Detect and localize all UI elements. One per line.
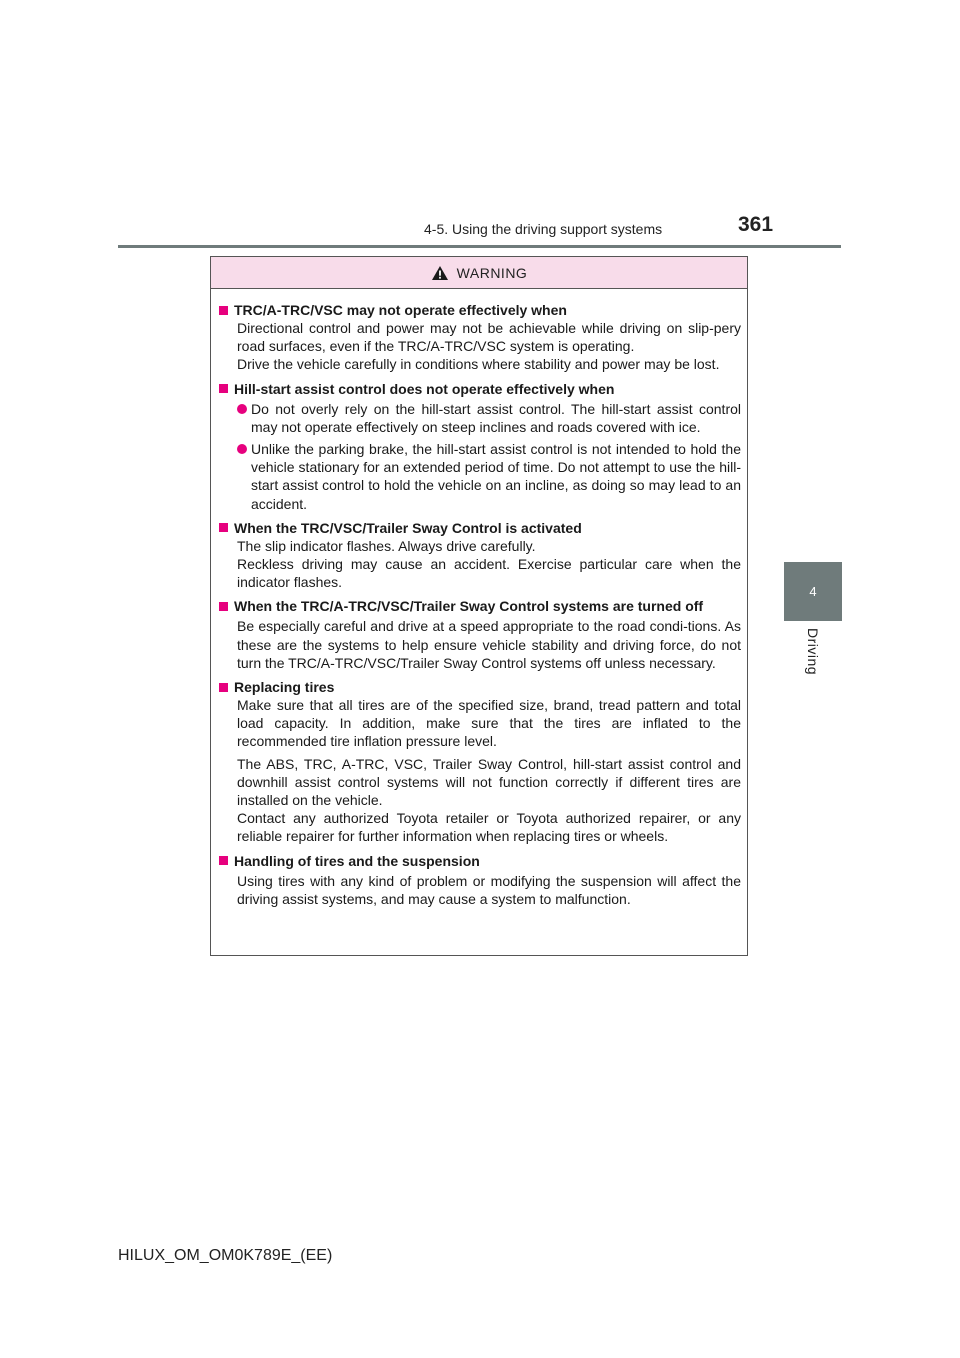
square-bullet-icon (219, 523, 228, 532)
section-title (219, 597, 741, 615)
page-number: 361 (738, 213, 774, 236)
section-title (219, 519, 741, 537)
warning-section (219, 519, 741, 592)
section-paragraph: Contact any authorized Toyota retailer or Toyota authorized repairer, or any reliable repairer for further information when replacing tires or wheels. (237, 810, 741, 845)
chapter-label-text: Driving (805, 628, 821, 676)
chapter-label (784, 628, 842, 678)
circle-bullet-icon (237, 444, 247, 454)
square-bullet-icon (219, 384, 228, 393)
bullet-text: Do not overly rely on the hill-start assist control. The hill-start assist control may not operate effectively on steep inclines and roads covered with ice. (251, 400, 741, 435)
warning-triangle-icon (431, 265, 449, 281)
section-title (219, 380, 741, 398)
bullet-text: Unlike the parking brake, the hill-start assist control is not intended to hold the vehicle stationary for an extended period of time. Do not attempt to use the hill-start assist control to hold the vehicle on an incline, as doing so may lead to an accident. (251, 441, 741, 512)
warning-body (211, 289, 747, 908)
section-title (219, 678, 741, 696)
section-paragraph: The slip indicator flashes. Always drive carefully. (237, 537, 536, 554)
header-rule (118, 245, 841, 248)
chapter-number: 4 (809, 584, 817, 599)
warning-section (219, 597, 741, 672)
square-bullet-icon (219, 856, 228, 865)
warning-section (219, 380, 741, 513)
bullet-item (237, 440, 741, 513)
section-title-text: Handling of tires and the suspension (234, 852, 480, 869)
section-paragraph: Reckless driving may cause an accident. Exercise particular care when the indicator flashes. (237, 556, 741, 591)
section-paragraph: Drive the vehicle carefully in conditions where stability and power may be lost. (237, 356, 720, 373)
header-section-title: 4-5. Using the driving support systems (424, 221, 663, 237)
section-title (219, 301, 741, 319)
warning-section (219, 678, 741, 846)
circle-bullet-icon (237, 404, 247, 414)
warning-section (219, 301, 741, 374)
warning-section (219, 852, 741, 908)
square-bullet-icon (219, 683, 228, 692)
section-title-text: When the TRC/VSC/Trailer Sway Control is activated (234, 519, 582, 536)
chapter-tab (784, 562, 842, 621)
section-paragraph: Directional control and power may not be achievable while driving on slip-pery road surfaces, even if the TRC/A-TRC/VSC system is operating. (237, 320, 741, 355)
square-bullet-icon (219, 602, 228, 611)
section-paragraph: Using tires with any kind of problem or modifying the suspension will affect the driving assist systems, and may cause a system to malfunction. (237, 872, 741, 907)
section-paragraph: The ABS, TRC, A-TRC, VSC, Trailer Sway Control, hill-start assist control and downhill assist control systems will not function correctly if different tires are installed on the vehicle. (237, 755, 741, 809)
bullet-item (237, 400, 741, 436)
warning-header (211, 257, 747, 289)
section-paragraph: Make sure that all tires are of the specified size, brand, tread pattern and total load capacity. In addition, make sure that the tires are inflated to the recommended tire inflation pressure level. (237, 697, 741, 750)
square-bullet-icon (219, 306, 228, 315)
section-title-text: When the TRC/A-TRC/VSC/Trailer Sway Control systems are turned off (234, 598, 704, 615)
footer-doc-code: HILUX_OM_OM0K789E_(EE) (118, 1247, 333, 1264)
section-title (219, 852, 741, 870)
section-paragraph: Be especially careful and drive at a speed appropriate to the road condi-tions. As these are the systems to help ensure vehicle stability and driving force, do not turn the TRC/A-TRC/VSC/Trailer Sway Control systems off unless necessary. (237, 618, 741, 671)
section-title-text: Hill-start assist control does not operate effectively when (234, 380, 615, 397)
section-title-text: Replacing tires (234, 679, 335, 696)
section-title-text: TRC/A-TRC/VSC may not operate effectively when (234, 302, 567, 318)
warning-box (210, 256, 748, 956)
warning-title: WARNING (456, 264, 528, 281)
